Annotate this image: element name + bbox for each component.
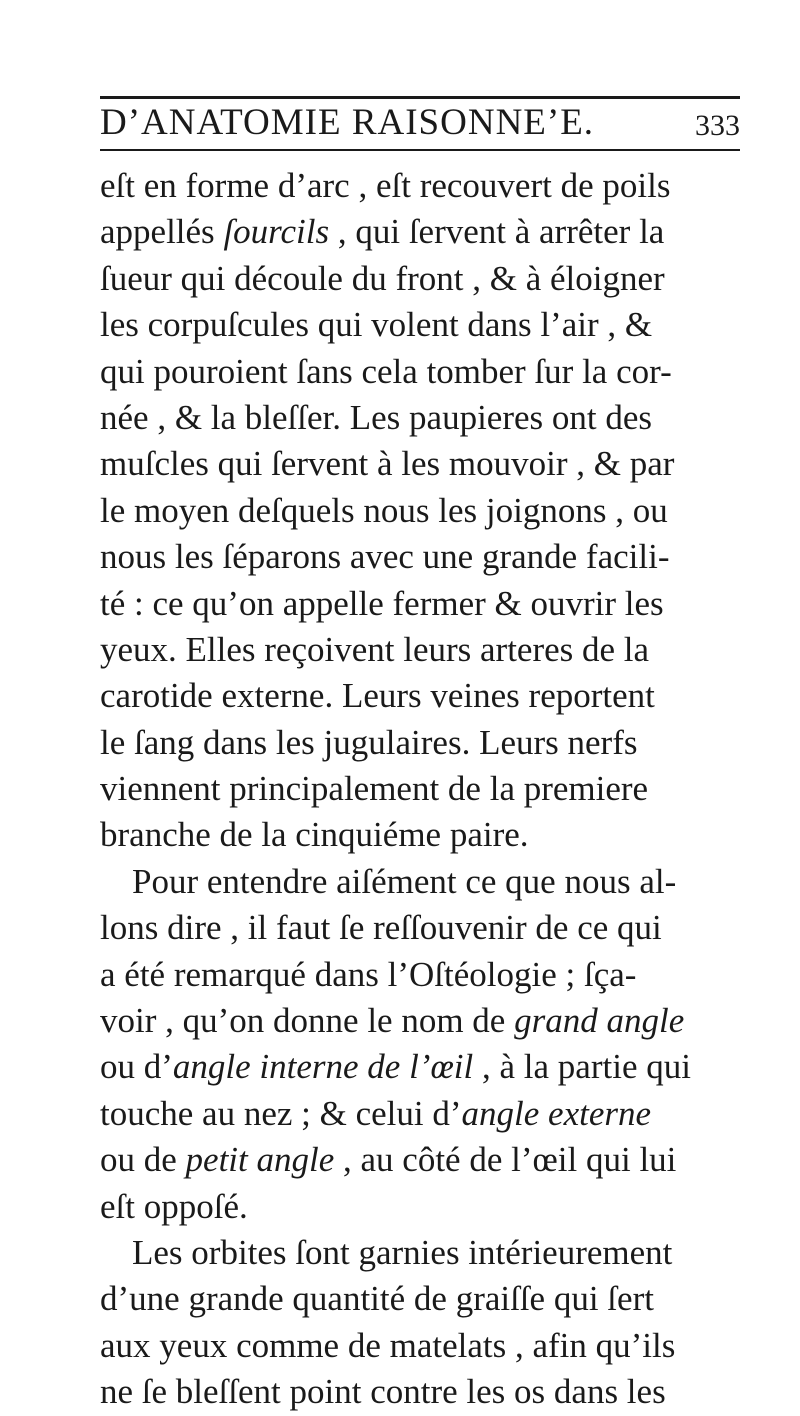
text-line: yeux. Elles reçoivent leurs arteres de la <box>100 629 650 669</box>
text-line: muſcles qui ſervent à les mouvoir , & par <box>100 444 675 484</box>
italic-term: grand angle <box>514 1001 685 1041</box>
italic-term: angle interne de l’œil <box>172 1047 474 1087</box>
text-line: aux yeux comme de matelats , afin qu’ils <box>100 1325 676 1365</box>
text-line: née , & la bleſſer. Les paupieres ont des <box>100 397 653 437</box>
text-line: le moyen deſquels nous les joignons , ou <box>100 490 668 530</box>
italic-term: angle externe <box>461 1093 652 1133</box>
running-head <box>100 100 740 146</box>
italic-term: ſourcils <box>223 212 330 252</box>
text-line: ne ſe bleſſent point contre les os dans les <box>100 1372 666 1412</box>
text-line: ou d’angle interne de l’œil , à la partie qui <box>100 1047 691 1087</box>
text-line: Les orbites ſont garnies intérieurement <box>132 1232 673 1272</box>
top-rule <box>100 96 740 99</box>
text-line: qui pouroient ſans cela tomber ſur la cor- <box>100 351 672 391</box>
text-line: carotide externe. Leurs veines reportent <box>100 676 655 716</box>
text-line: nous les ſéparons avec une grande facili- <box>100 537 670 577</box>
text-line: eſt oppoſé. <box>100 1186 248 1226</box>
text-line: ou de petit angle , au côté de l’œil qui lui <box>100 1140 677 1180</box>
text-line: eſt en forme d’arc , eſt recouvert de poils <box>100 166 671 205</box>
text-line: branche de la cinquiéme paire. <box>100 815 529 855</box>
body-text <box>100 163 760 1416</box>
text-line: ſueur qui découle du front , & à éloigner <box>100 258 665 298</box>
text-line: lons dire , il faut ſe reſſouvenir de ce qui <box>100 908 662 948</box>
text-line: le ſang dans les jugulaires. Leurs nerfs <box>100 722 638 762</box>
text-line: viennent principalement de la premiere <box>100 769 649 809</box>
text-line: les corpuſcules qui volent dans l’air , & <box>100 305 653 345</box>
head-rule <box>100 149 740 151</box>
italic-term: petit angle <box>185 1140 335 1180</box>
text-line: touche au nez ; & celui d’angle externe <box>100 1093 652 1133</box>
text-line: appellés ſourcils , qui ſervent à arrêter la <box>100 212 665 252</box>
text-line: a été remarqué dans l’Oſtéologie ; ſça- <box>100 954 637 994</box>
text-line: Pour entendre aiſément ce que nous al- <box>132 861 677 901</box>
text-line: voir , qu’on donne le nom de grand angle <box>100 1001 685 1041</box>
page-number: 333 <box>695 109 740 142</box>
text-line: d’une grande quantité de graiſſe qui ſert <box>100 1279 654 1319</box>
text-line: té : ce qu’on appelle fermer & ouvrir les <box>100 583 664 623</box>
running-title: D’ANATOMIE RAISONNE’E. <box>100 102 595 143</box>
